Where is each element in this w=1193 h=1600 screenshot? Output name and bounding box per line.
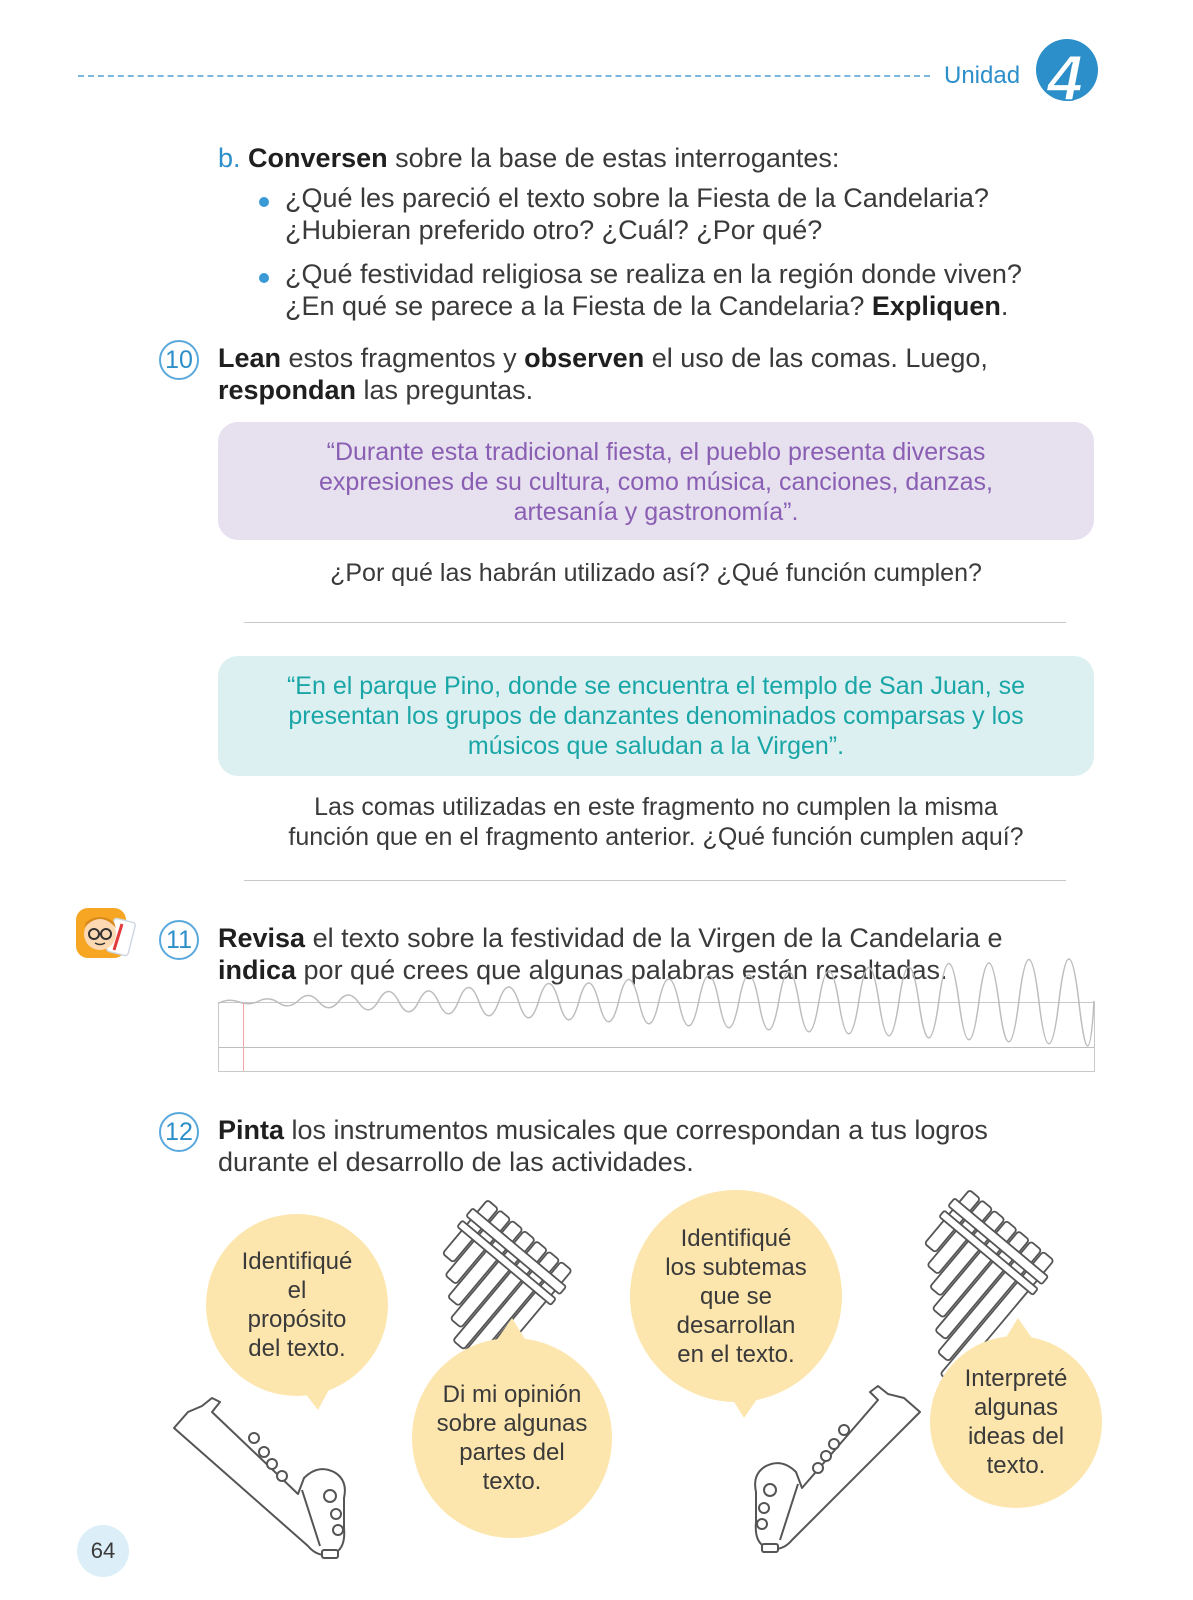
notebook-answer-area[interactable] [218,1002,1095,1072]
activity-11-instructions: Revisa el texto sobre la festividad de la Virgen de la Candelaria e indica por qué crees que algunas palabras están resaltadas. [218,923,1003,985]
activity-10-number: 10 [159,340,199,380]
unit-label: Unidad [944,62,1021,89]
bullet-1-line1: ¿Qué les pareció el texto sobre la Fiesta de la Candelaria? [285,183,989,213]
item-b-verb: Conversen [248,143,388,173]
bullet-icon [259,197,269,207]
header-dashed-line [78,75,930,77]
student-character-icon [74,906,136,964]
achievement-bubble-3: Identifiqué los subtemas que se desarrollan en el texto. [630,1190,842,1402]
quote-1-text: “Durante esta tradicional fiesta, el pueblo presenta diversas expresiones de su cultura, como música, canciones, danzas, artesanía y gastronomía”. [319,438,993,526]
item-b-rest: sobre la base de estas interrogantes: [387,143,840,173]
item-b-heading [218,142,839,174]
bullet-2 [285,258,1022,322]
bullet-2-line1: ¿Qué festividad religiosa se realiza en la región donde viven? [285,259,1022,289]
achievement-bubble-2: Di mi opinión sobre algunas partes del texto. [412,1338,612,1538]
page-number: 64 [77,1525,129,1577]
bullet-1 [285,182,989,246]
saxophone-icon[interactable] [168,1368,378,1558]
question-2: Las comas utilizadas en este fragmento no cumplen la misma función que en el fragmento anterior. ¿Qué función cumplen aquí? [288,793,1024,851]
answer-line-2[interactable] [244,880,1066,881]
notebook-margin-line [243,1003,244,1071]
question-1: ¿Por qué las habrán utilizado así? ¿Qué función cumplen? [330,559,982,587]
bullet-1-line2: ¿Hubieran preferido otro? ¿Cuál? ¿Por qué? [285,215,823,245]
achievement-bubble-4: Interpreté algunas ideas del texto. [930,1336,1102,1508]
bullet-icon [259,273,269,283]
activity-12-instructions: Pinta los instrumentos musicales que correspondan a tus logros durante el desarrollo de las actividades. [218,1115,988,1177]
item-b-letter: b. [218,143,241,173]
quote-2-text: “En el parque Pino, donde se encuentra el templo de San Juan, se presentan los grupos de danzantes denominados comparsas y los músicos que saludan a la Virgen”. [286,672,1025,760]
notebook-line [219,1047,1094,1048]
achievement-bubble-1: Identifiqué el propósito del texto. [206,1214,388,1396]
activity-10-instructions: Lean estos fragmentos y observen el uso de las comas. Luego, respondan las preguntas. [218,343,988,405]
unit-badge [1032,38,1102,116]
bullet-2-line2: ¿En qué se parece a la Fiesta de la Candelaria? Expliquen. [285,291,1009,321]
answer-line-1[interactable] [244,622,1066,623]
panpipe-icon[interactable] [450,1188,640,1368]
activity-11-number: 11 [159,920,199,960]
torn-edge [219,995,1094,1007]
activity-12-number: 12 [159,1112,199,1152]
unit-number: 4 [1047,42,1083,114]
